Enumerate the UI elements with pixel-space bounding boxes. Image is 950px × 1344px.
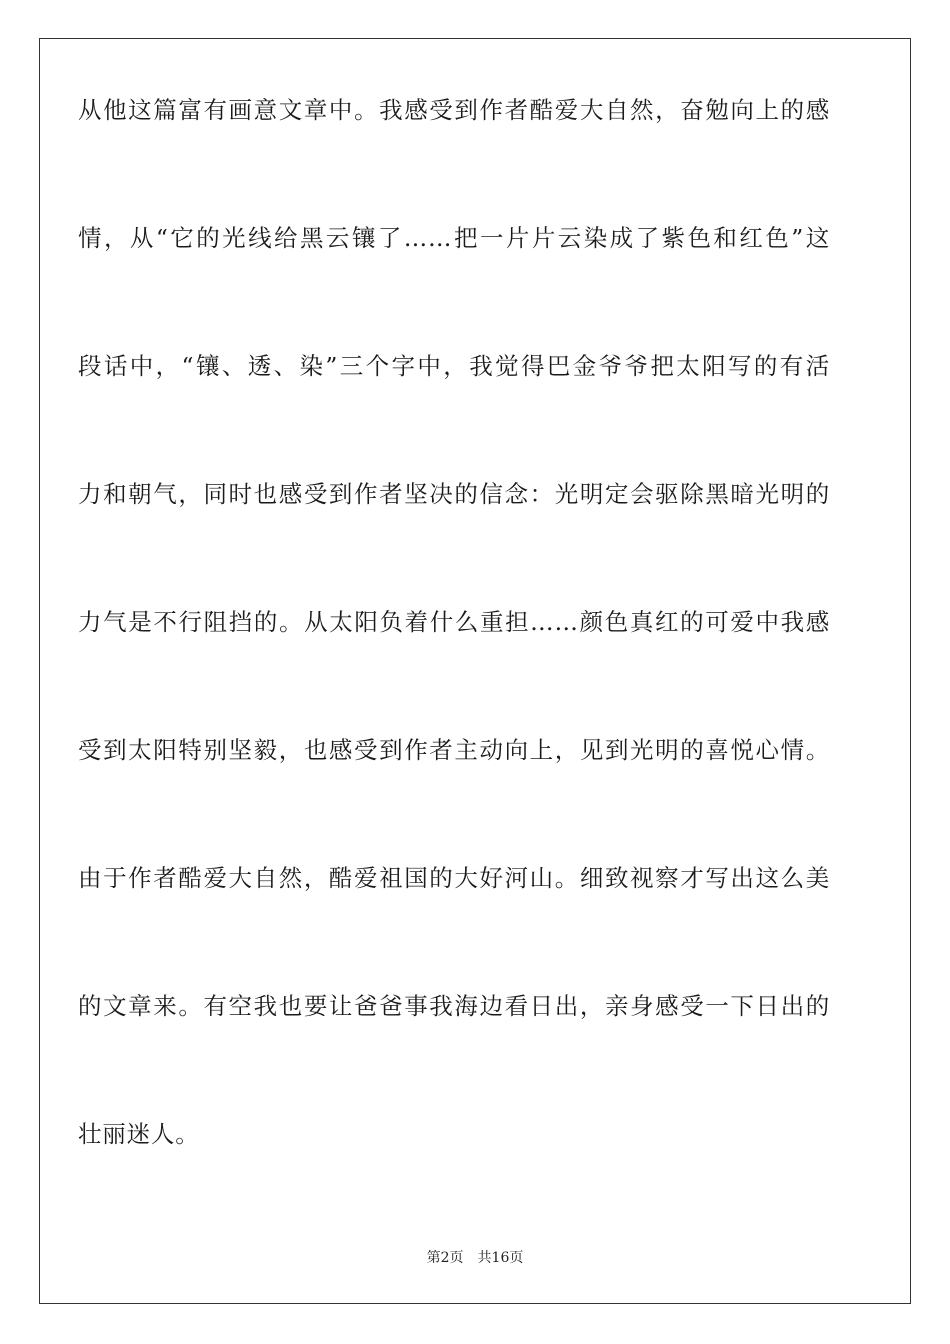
- text-line-3: 段话中，“镶、透、染”三个字中，我觉得巴金爷爷把太阳写的有活: [78, 352, 830, 380]
- page-footer: [0, 1247, 950, 1267]
- page-number: 第2页: [426, 1250, 464, 1266]
- page-total: 共16页: [477, 1250, 524, 1266]
- text-line-7: 由于作者酷爱大自然，酷爱祖国的大好河山。细致视察才写出这么美: [78, 864, 830, 892]
- text-line-5: 力气是不行阻挡的。从太阳负着什么重担……颜色真红的可爱中我感: [78, 608, 830, 636]
- body-text: [78, 90, 830, 1242]
- text-line-6: 受到太阳特别坚毅，也感受到作者主动向上，见到光明的喜悦心情。: [78, 736, 830, 764]
- text-line-2: 情，从“它的光线给黑云镶了……把一片片云染成了紫色和红色”这: [78, 224, 830, 252]
- text-line-9: 壮丽迷人。: [78, 1120, 200, 1148]
- text-line-4: 力和朝气，同时也感受到作者坚决的信念：光明定会驱除黑暗光明的: [78, 480, 830, 508]
- text-line-1: 从他这篇富有画意文章中。我感受到作者酷爱大自然，奋勉向上的感: [78, 96, 830, 124]
- text-line-8: 的文章来。有空我也要让爸爸事我海边看日出，亲身感受一下日出的: [78, 992, 830, 1020]
